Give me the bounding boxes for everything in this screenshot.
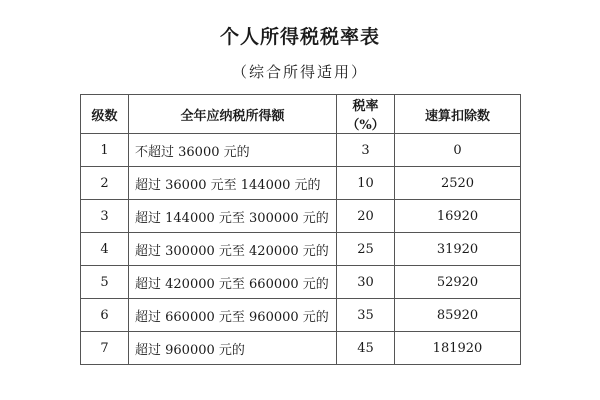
header-income: 全年应纳税所得额 [129,95,337,134]
cell-rate: 10 [337,167,395,200]
cell-deduction: 16920 [395,200,521,233]
cell-level: 6 [81,299,129,332]
header-level: 级数 [81,95,129,134]
cell-income: 超过 144000 元至 300000 元的 [129,200,337,233]
cell-rate: 35 [337,299,395,332]
cell-level: 4 [81,233,129,266]
cell-income: 超过 420000 元至 660000 元的 [129,266,337,299]
table-row [81,332,521,365]
cell-income: 超过 660000 元至 960000 元的 [129,299,337,332]
cell-deduction: 85920 [395,299,521,332]
cell-deduction: 52920 [395,266,521,299]
page-subtitle: （综合所得适用） [231,63,368,81]
cell-rate: 25 [337,233,395,266]
header-deduction: 速算扣除数 [395,95,521,134]
cell-deduction: 31920 [395,233,521,266]
page-title: 个人所得税税率表 [219,26,380,48]
table-row [81,266,521,299]
cell-deduction: 2520 [395,167,521,200]
cell-deduction: 0 [395,134,521,167]
cell-level: 5 [81,266,129,299]
cell-rate: 45 [337,332,395,365]
cell-level: 3 [81,200,129,233]
table-row [81,167,521,200]
cell-income: 不超过 36000 元的 [129,134,337,167]
table-row [81,233,521,266]
table-header-row [81,95,521,134]
tax-rate-table [80,94,521,365]
table-row [81,134,521,167]
cell-income: 超过 36000 元至 144000 元的 [129,167,337,200]
cell-level: 1 [81,134,129,167]
cell-rate: 30 [337,266,395,299]
header-rate: 税率（%） [337,95,395,134]
cell-rate: 20 [337,200,395,233]
table-row [81,299,521,332]
cell-income: 超过 300000 元至 420000 元的 [129,233,337,266]
table-row [81,200,521,233]
cell-rate: 3 [337,134,395,167]
cell-level: 2 [81,167,129,200]
cell-level: 7 [81,332,129,365]
cell-deduction: 181920 [395,332,521,365]
cell-income: 超过 960000 元的 [129,332,337,365]
